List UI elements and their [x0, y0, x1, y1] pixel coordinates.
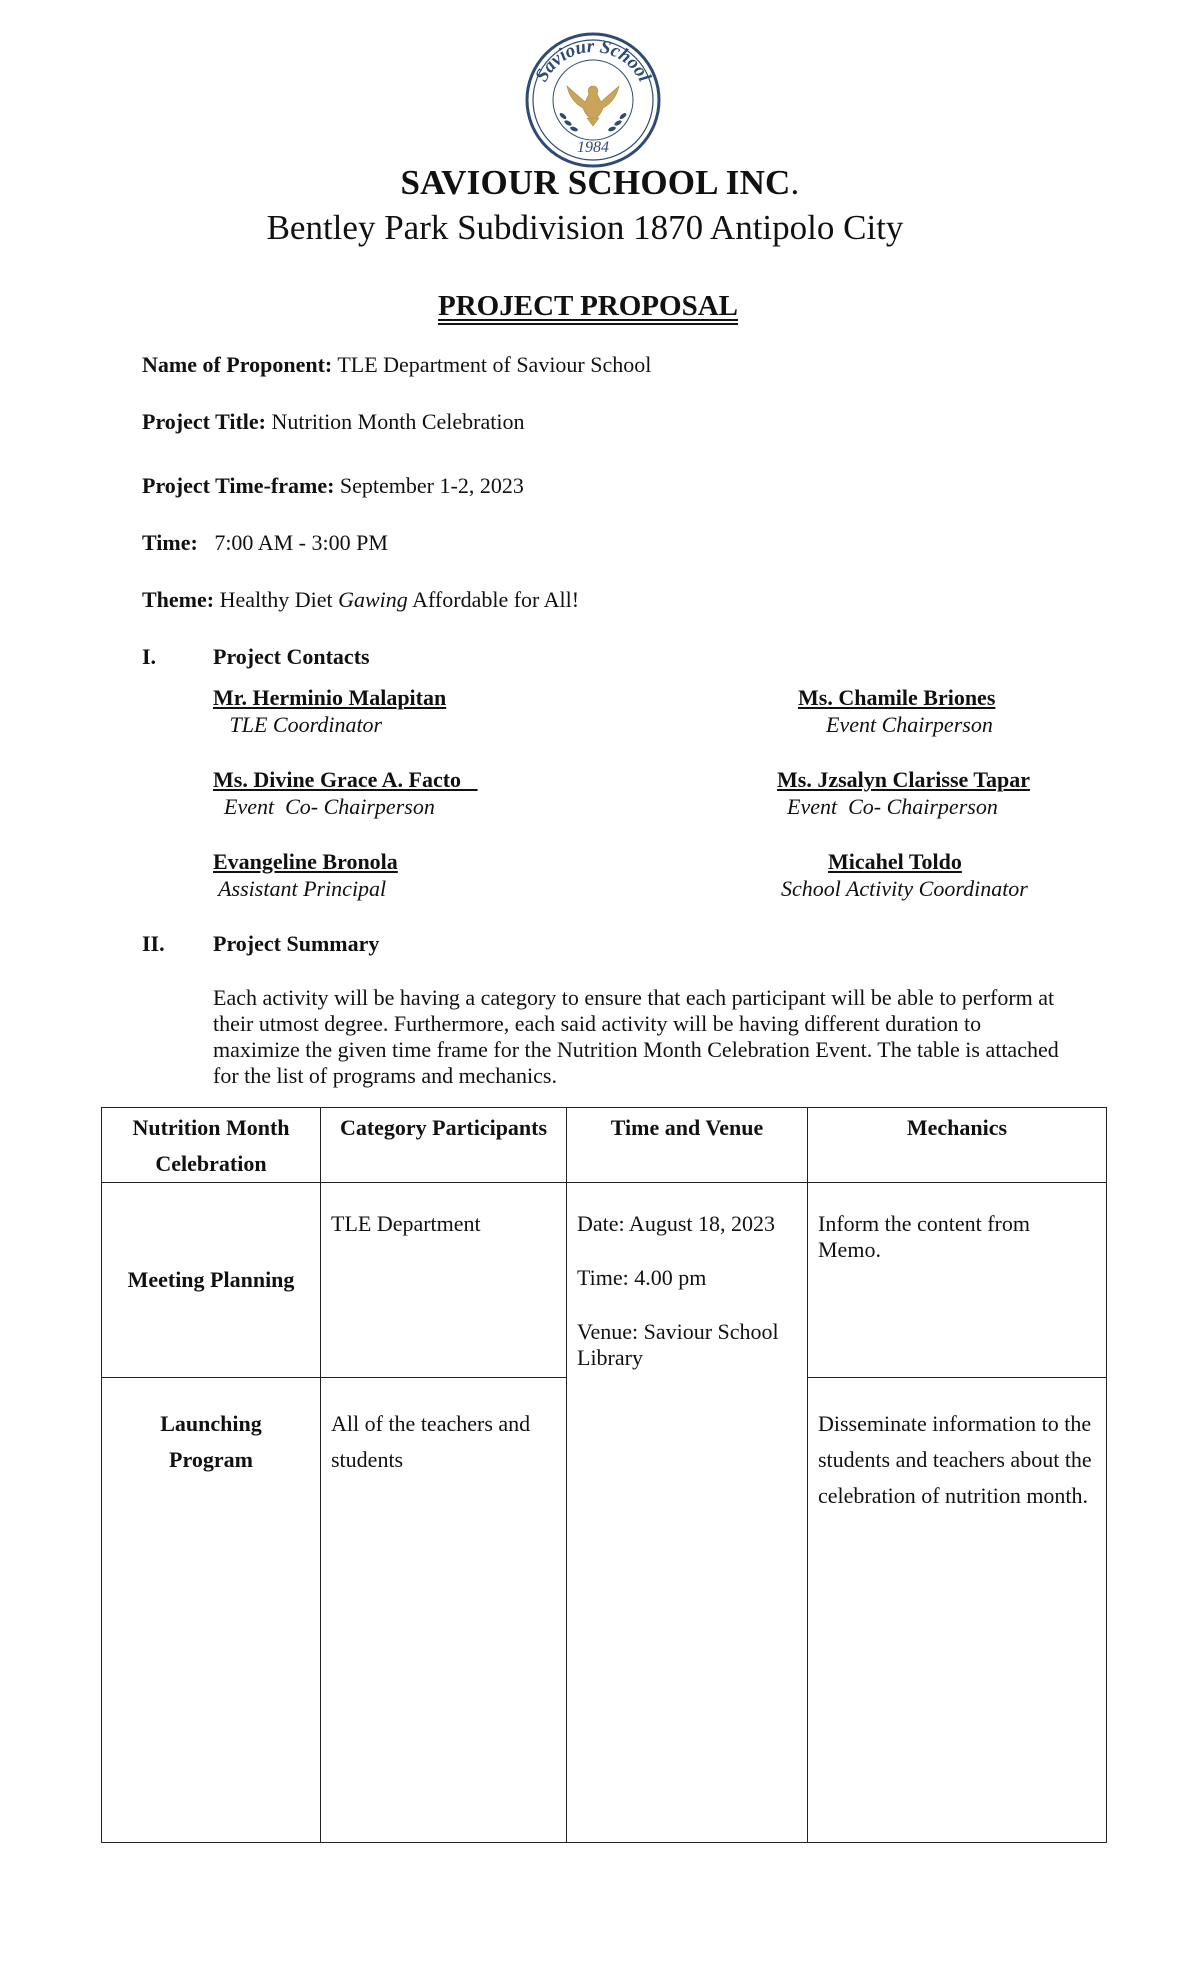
field-timeframe: Project Time-frame: September 1-2, 2023 [142, 473, 524, 498]
activity-name: Meeting Planning [127, 1267, 295, 1292]
mechanics: Inform the content from Memo. [818, 1211, 1030, 1262]
section-2-number: II. [142, 931, 165, 956]
column-header: Nutrition Month Celebration [102, 1108, 321, 1183]
contact-name: Evangeline Bronola [213, 849, 398, 874]
participants: All of the teachers and students [331, 1411, 531, 1472]
section-1-number: I. [142, 644, 157, 669]
project-summary-text: Each activity will be having a category to ensure that each participant will be able to perform at their utmost degree. Furthermore, each said activity will be having different duration to maximize the given time frame for the Nutrition Month Celebration Event. The table is attached for the list of programs and mechanics. [213, 985, 1059, 1088]
field-proponent: Name of Proponent: TLE Department of Saviour School [142, 352, 652, 377]
contact-name: Ms. Jzsalyn Clarisse Tapar [777, 767, 1031, 792]
school-seal-logo [523, 30, 663, 170]
seal-year: 1984 [577, 139, 609, 156]
field-theme: Theme: Healthy Diet Gawing Affordable for All! [142, 587, 580, 612]
seal-text: Saviour School [531, 35, 655, 86]
time-venue [567, 1183, 807, 1371]
document-title: PROJECT PROPOSAL [438, 290, 738, 322]
activity-name: Launching Program [160, 1411, 262, 1472]
contact-name: Ms. Chamile Briones [798, 685, 996, 710]
event-time: Time: 4.00 pm [577, 1265, 707, 1290]
event-date: Date: August 18, 2023 [577, 1211, 775, 1236]
contact-role: Event Co- Chairperson [787, 794, 998, 819]
column-header: Category Participants [321, 1108, 567, 1183]
section-2-title: Project Summary [213, 931, 380, 956]
school-name: SAVIOUR SCHOOL INC. [400, 163, 800, 202]
column-header: Time and Venue [567, 1108, 808, 1183]
column-header: Mechanics [808, 1108, 1107, 1183]
contact-name: Ms. Divine Grace A. Facto [213, 767, 478, 792]
table-row [102, 1183, 1107, 1378]
mechanics: Disseminate information to the students and teachers about the celebration of nutrition month. [818, 1411, 1092, 1508]
contact-name: Mr. Herminio Malapitan [213, 685, 447, 710]
table-header-row [102, 1108, 1107, 1183]
event-venue: Venue: Saviour School Library [577, 1319, 779, 1370]
participants: TLE Department [331, 1211, 481, 1236]
contact-role: Event Co- Chairperson [213, 794, 435, 819]
programs-table [101, 1107, 1107, 1843]
contact-role: TLE Coordinator [213, 712, 383, 737]
section-1-title: Project Contacts [213, 644, 370, 669]
contact-role: Assistant Principal [213, 876, 387, 901]
field-time: Time: 7:00 AM - 3:00 PM [142, 530, 388, 555]
contact-role: Event Chairperson [826, 712, 993, 737]
school-address: Bentley Park Subdivision 1870 Antipolo City [266, 208, 904, 247]
contact-name: Micahel Toldo [828, 849, 962, 874]
contact-role: School Activity Coordinator [781, 876, 1028, 901]
field-project-title: Project Title: Nutrition Month Celebration [142, 409, 525, 434]
